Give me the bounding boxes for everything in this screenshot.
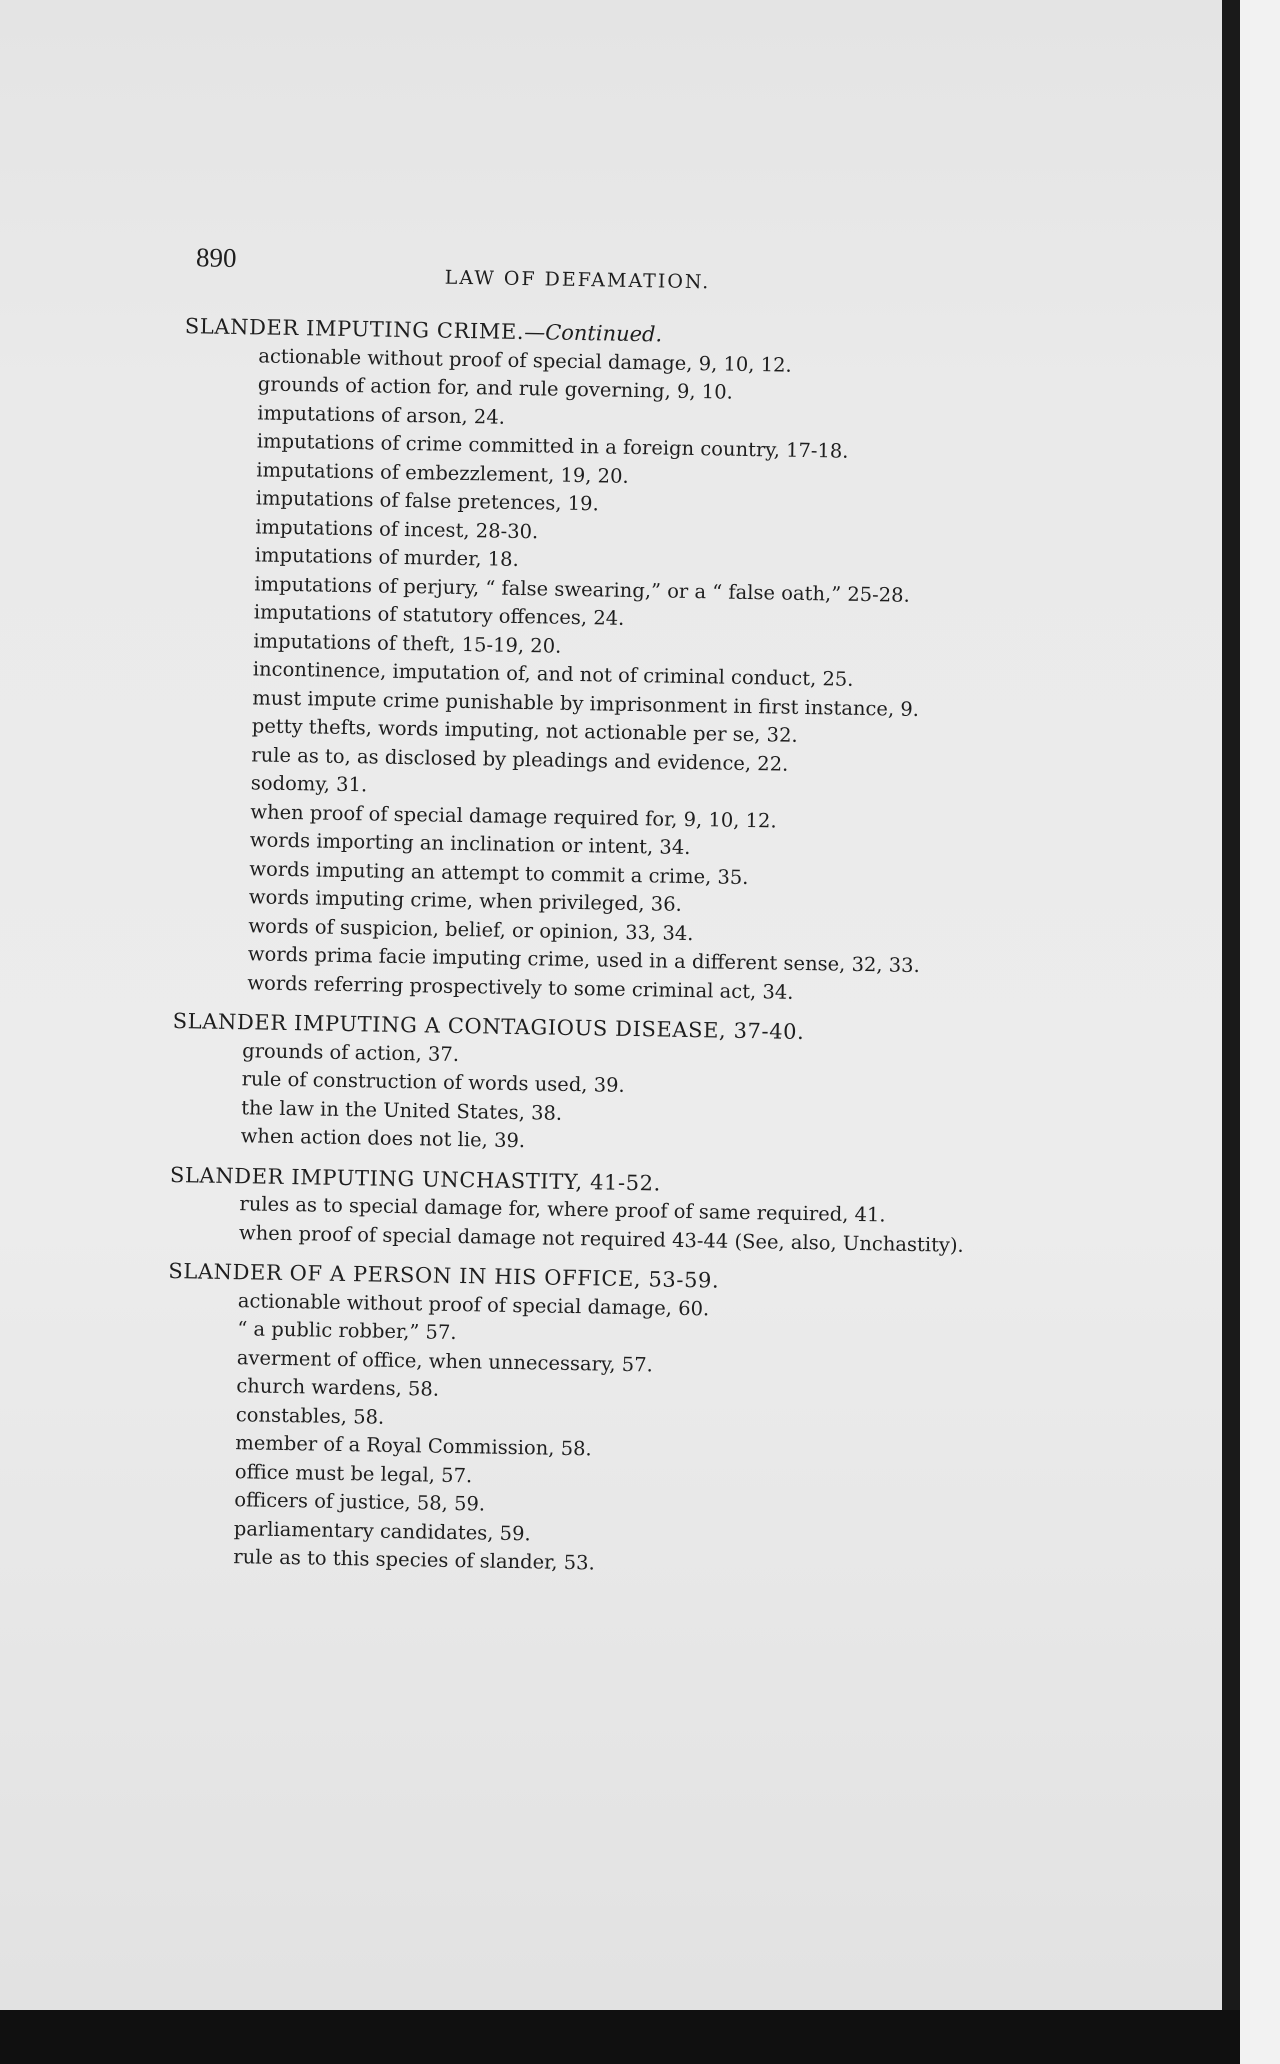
continued-label: —Continued. — [523, 320, 663, 347]
subentry: when action does not lie, 39. — [240, 1124, 526, 1153]
subentry: incontinence, imputation of, and not of criminal conduct, 25. — [252, 657, 854, 691]
subentry-list — [163, 1285, 968, 1584]
running-head: LAW OF DEFAMATION. — [444, 266, 711, 294]
subentry: office must be legal, 57. — [234, 1459, 473, 1487]
subentry: actionable without proof of special damage, 60. — [237, 1288, 710, 1320]
subentry: imputations of embezzlement, 19, 20. — [256, 457, 629, 488]
subentry: rule as to this species of slander, 53. — [233, 1545, 595, 1575]
adjacent-page-strip — [1240, 0, 1280, 2064]
subentry-list — [170, 1035, 972, 1163]
subentry: imputations of incest, 28-30. — [255, 514, 539, 543]
subentry: officers of justice, 58, 59. — [234, 1488, 486, 1516]
subentry: imputations of arson, 24. — [257, 400, 506, 429]
subentry: when proof of special damage required for, 9, 10, 12. — [250, 799, 777, 832]
subentry: words importing an inclination or intent, 34. — [249, 828, 691, 859]
page-fore-edge — [1222, 0, 1240, 2010]
index-column — [163, 312, 985, 1584]
subentry: words imputing crime, when privileged, 36. — [248, 885, 683, 916]
entry-heading: SLANDER OF A PERSON IN HIS OFFICE, 53-59. — [168, 1258, 720, 1293]
index-entry — [169, 1160, 970, 1259]
subentry: imputations of false pretences, 19. — [255, 486, 599, 516]
subentry: imputations of crime committed in a foreign country, 17-18. — [256, 429, 849, 463]
subentry: imputations of theft, 15-19, 20. — [253, 628, 562, 658]
subentry: words referring prospectively to some criminal act, 34. — [247, 970, 794, 1004]
index-entry — [170, 1007, 972, 1163]
index-entry — [173, 312, 985, 1010]
subentry: rule of construction of words used, 39. — [241, 1067, 625, 1097]
subentry: words imputing an attempt to commit a crime, 35. — [249, 856, 749, 889]
subentry: parliamentary candidates, 59. — [233, 1516, 531, 1545]
subentry: constables, 58. — [235, 1402, 385, 1429]
subentry: rule as to, as disclosed by pleadings and evidence, 22. — [251, 742, 789, 776]
subentry: imputations of murder, 18. — [254, 543, 519, 571]
subentry: words prima facie imputing crime, used in a different sense, 32, 33. — [247, 942, 920, 978]
entry-heading: SLANDER IMPUTING A CONTAGIOUS DISEASE, 37-40. — [172, 1008, 805, 1045]
index-entry — [163, 1257, 968, 1584]
subentry: sodomy, 31. — [250, 771, 368, 797]
subentry: church wardens, 58. — [236, 1374, 440, 1401]
subentry: averment of office, when unnecessary, 57. — [236, 1345, 653, 1376]
subentry: “ a public robber,” 57. — [237, 1317, 457, 1344]
subentry-list — [173, 341, 984, 1010]
subentry: grounds of action, 37. — [242, 1038, 460, 1066]
subentry: grounds of action for, and rule governing, 9, 10. — [257, 372, 734, 404]
subentry: rules as to special damage for, where proof of same required, 41. — [239, 1192, 886, 1227]
subentry: when proof of special damage not required 43-44 (See, also, Unchastity). — [238, 1220, 964, 1257]
entry-heading-text: SLANDER IMPUTING CRIME. — [184, 314, 525, 345]
subentry: petty thefts, words imputing, not actionable per se, 32. — [251, 714, 798, 747]
subentry: actionable without proof of special damage, 9, 10, 12. — [258, 343, 792, 377]
entry-heading: SLANDER IMPUTING UNCHASTITY, 41-52. — [169, 1162, 662, 1196]
subentry: imputations of perjury, “ false swearing,” or a “ false oath,” 25-28. — [254, 571, 910, 607]
subentry: member of a Royal Commission, 58. — [235, 1431, 592, 1461]
subentry: words of suspicion, belief, or opinion, 33, 34. — [248, 913, 694, 945]
subentry: imputations of statutory offences, 24. — [253, 600, 625, 630]
subentry: must impute crime punishable by imprisonment in first instance, 9. — [252, 685, 920, 721]
page-number: 890 — [195, 242, 237, 273]
subentry: the law in the United States, 38. — [241, 1095, 563, 1125]
